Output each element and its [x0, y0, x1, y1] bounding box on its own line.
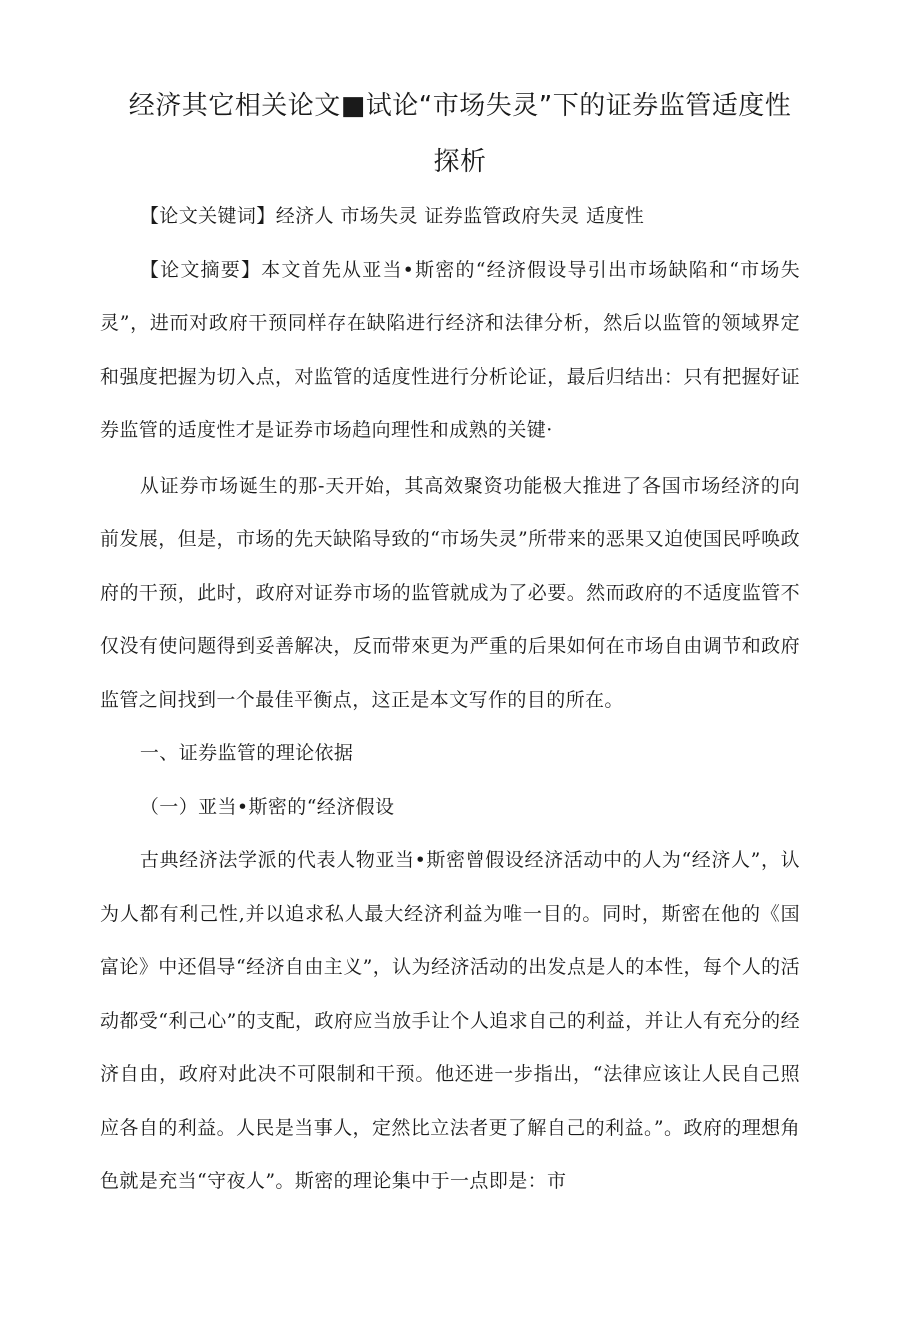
- title-line-2: 探析: [433, 147, 487, 177]
- title-line-1: 经济其它相关论文■试论“市场失灵”下的证券监管适度性: [128, 91, 792, 121]
- intro-paragraph: 从证券市场诞生的那-天开始，其高效聚资功能极大推进了各国市场经济的向前发展，但是，市场的先天缺陷导致的“市场失灵”所带来的恶果又迫使国民呼唤政府的干预，此时，政府对证券市场的监管就成为了必要。然而政府的不适度监管不仅没有使问题得到妥善解决，反而带來更为严重的后果如何在市场自由调节和政府监管之间找到一个最佳平衡点，这正是本文写作的目的所在。: [100, 474, 800, 711]
- keywords-line: 【论文关键词】经济人 市场失灵 证券监管政府失灵 适度性: [139, 205, 645, 227]
- section-heading: 一、证券监管的理论依据: [139, 742, 354, 764]
- abstract-paragraph: 【论文摘要】本文首先从亚当•斯密的“经济假设导引出市场缺陷和“市场失灵”，进而对政府干预同样存在缺陷进行经济和法律分析，然后以监管的领域界定和强度把握为切入点，对监管的适度性进行分析论证，最后归结出：只有把握好证券监管的适度性才是证券市场趋向理性和成熟的关键·: [100, 258, 800, 441]
- document-body: [100, 190, 800, 1209]
- subsection-heading: （一）亚当•斯密的“经济假设: [139, 795, 395, 818]
- document-title: [0, 78, 920, 190]
- smith-paragraph: 古典经济法学派的代表人物亚当•斯密曾假设经济活动中的人为“经济人”，认为人都有利己性,并以追求私人最大经济利益为唯一目的。同时，斯密在他的《国富论》中还倡导“经济自由主义”，认为经济活动的出发点是人的本性，每个人的活动都受“利己心”的支配，政府应当放手让个人追求自己的利益，并让人有充分的经济自由，政府对此决不可限制和干预。他还进一步指出，“法律应该让人民自己照应各自的利益。人民是当事人，定然比立法者更了解自己的利益。”。政府的理想角色就是充当“守夜人”。斯密的理论集中于一点即是：市: [100, 849, 800, 1192]
